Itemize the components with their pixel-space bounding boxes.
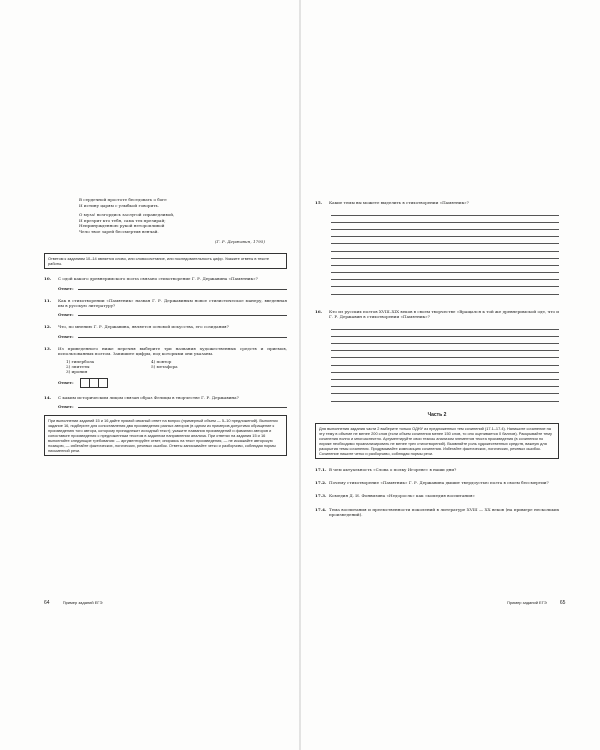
writing-line[interactable] xyxy=(331,330,559,337)
writing-line[interactable] xyxy=(331,380,559,387)
option-item: 1) гипербола xyxy=(66,358,95,364)
poem-line: И истину царям с улыбкой говорить. xyxy=(79,202,159,208)
task-text: Кто из русских поэтов XVIII–XIX веков в своем творчестве «Вращался к той же древнеримской оде, что и Г. Р. Державин в стихотворении «Памятник»? xyxy=(329,308,559,320)
left-page xyxy=(44,197,287,456)
poem-line: Чело твое зарей бессмертия венчай. xyxy=(79,228,159,234)
answer-11[interactable] xyxy=(58,311,287,317)
poem-excerpt xyxy=(79,197,287,244)
writing-line[interactable] xyxy=(331,373,559,380)
writing-line[interactable] xyxy=(331,287,559,294)
tasks-15-16-instructions: При выполнении заданий 15 и 16 дайте прямой связный ответ на вопрос (примерный объем — 5–10 предложений). Выполняя задание 16, подберите для сопоставления два произведения разных авторов (в одном из примеров допустимо обращение к произведению того автора, которому принадлежит исходный текст); укажите названия произведений и фамилии авторов и сопоставьте произведения с предложенным текстом в заданном направлении анализа. При ответах на задания 15 и 16 выполняйте следующие требования: — аргументируйте ответ, опираясь на текст произведения, — не искажайте авторскую позицию, — избегайте фактических, логических, речевых ошибок. Ответы записывайте четко и разборчиво, соблюдая нормы письменной речи. xyxy=(44,415,287,456)
answer-label: Ответ: xyxy=(58,333,74,339)
answer-line[interactable] xyxy=(78,311,287,316)
task-text: С одой какого древнеримского поэта связано стихотворение Г. Р. Державина «Памятник»? xyxy=(58,276,258,282)
subtask-text: Почему стихотворение «Памятник» Г. Р. Державина дышит твердоустью поэта в своем бессмертии? xyxy=(329,479,549,485)
subtask-text: В чем актуальность «Слова о полку Игореве» в наши дни? xyxy=(329,466,457,472)
answer-cell[interactable] xyxy=(90,378,99,388)
option-item: 5) метафора xyxy=(151,364,178,369)
task-number: 14. xyxy=(44,394,52,400)
writing-line[interactable] xyxy=(331,387,559,394)
writing-line[interactable] xyxy=(331,344,559,351)
answer-line[interactable] xyxy=(78,403,287,408)
task-number: 15. xyxy=(315,200,323,205)
left-page-footer xyxy=(44,600,102,606)
running-head: Пример заданий ЕГЭ xyxy=(62,600,103,605)
answer-13 xyxy=(58,378,287,388)
writing-line[interactable] xyxy=(331,266,559,273)
poem-line: И презрит кто тебя, сама тех презирай; xyxy=(79,217,166,223)
answer-line[interactable] xyxy=(78,333,287,338)
writing-line[interactable] xyxy=(331,358,559,365)
answer-10[interactable] xyxy=(58,285,287,291)
task-number: 16. xyxy=(315,308,323,314)
writing-line[interactable] xyxy=(331,237,559,244)
answer-lines-16[interactable] xyxy=(331,322,559,401)
task-number: 10. xyxy=(44,276,52,282)
subtask-number: 17.4. xyxy=(315,506,327,512)
writing-line[interactable] xyxy=(331,252,559,259)
writing-line[interactable] xyxy=(331,259,559,266)
writing-line[interactable] xyxy=(331,230,559,237)
tasks-10-14-instructions: Ответом к заданиям 10–14 является слово, или словосочетание, или последовательность цифр. Укажите ответы в тексте работы. xyxy=(44,253,287,269)
poem-signature: (Г. Р. Державин, 1795) xyxy=(214,238,265,244)
task-text: С каким историческим лицом связан образ Фелицы в творчестве Г. Р. Державина? xyxy=(58,394,239,400)
writing-line[interactable] xyxy=(331,351,559,358)
answer-cell[interactable] xyxy=(80,378,90,388)
answer-lines-15[interactable] xyxy=(331,208,559,294)
answer-label: Ответ: xyxy=(58,404,74,410)
poem-stanza-2 xyxy=(79,212,287,234)
poem-line: Непринужденною рукой неторопливой xyxy=(79,223,165,229)
answer-14[interactable] xyxy=(58,403,287,409)
subtask-number: 17.2. xyxy=(315,479,327,485)
answer-label: Ответ: xyxy=(58,312,74,318)
writing-line[interactable] xyxy=(331,280,559,287)
task-number: 11. xyxy=(44,297,52,303)
task-text: Как в стихотворении «Памятник» назван Г. Р. Державиным новое стилистическое манеру, введенная им в русскую литературу? xyxy=(58,297,287,308)
writing-line[interactable] xyxy=(331,337,559,344)
answer-label: Ответ: xyxy=(58,285,74,291)
option-item: 3) ирония xyxy=(66,369,88,375)
poem-stanza-1 xyxy=(79,197,287,208)
task-text: Что, по мнению Г. Р. Державина, является основой искусства, его созидания? xyxy=(58,324,229,330)
writing-line[interactable] xyxy=(331,223,559,230)
page-number: 65 xyxy=(559,600,566,606)
task-text: Из приведенного ниже перечня выберите три названия художественных средств и приемов, использованных поэтом. Запишите цифры, под которыми они указаны. xyxy=(58,345,287,357)
subtask-17-3 xyxy=(315,493,559,498)
subtask-text: Тема воспитания и преемственности поколений в литературе XVIII — XX веков (на примере нескольких произведений). xyxy=(329,506,559,518)
answer-line[interactable] xyxy=(78,285,287,290)
subtask-text: Комедия Д. И. Фонвизина «Недоросль» как «комедия воспитания» xyxy=(329,493,475,499)
task-15 xyxy=(315,200,559,205)
poem-line: В сердечной простоте беседовать о боге xyxy=(79,197,167,202)
subtask-number: 17.1. xyxy=(315,466,327,472)
task-14 xyxy=(44,395,287,400)
answer-cell[interactable] xyxy=(99,378,108,388)
page-number: 64 xyxy=(44,600,50,606)
subtask-17-1 xyxy=(315,467,559,472)
running-head: Пример заданий ЕГЭ xyxy=(507,600,547,605)
writing-line[interactable] xyxy=(331,322,559,329)
task-number: 13. xyxy=(44,345,52,351)
poem-line: О муза! возгордись заслугой справедливой, xyxy=(79,212,175,218)
task-number: 12. xyxy=(44,324,52,330)
option-item: 2) эпитеты xyxy=(66,364,90,369)
writing-line[interactable] xyxy=(331,366,559,373)
task-13-options xyxy=(66,359,236,375)
task-12 xyxy=(44,324,287,329)
subtask-17-4 xyxy=(315,507,559,518)
right-page xyxy=(315,200,559,518)
book-gutter xyxy=(299,0,301,750)
task-16 xyxy=(315,309,559,320)
answer-12[interactable] xyxy=(58,333,287,339)
answer-label: Ответ: xyxy=(58,380,74,386)
option-item: 4) повтор xyxy=(151,358,172,364)
task-13 xyxy=(44,346,287,357)
task-text: Какие темы вы можете выделить в стихотворении «Памятник»? xyxy=(329,200,469,205)
writing-line[interactable] xyxy=(331,244,559,251)
part-2-title: Часть 2 xyxy=(427,411,447,418)
task-11 xyxy=(44,298,287,309)
writing-line[interactable] xyxy=(331,216,559,223)
writing-line[interactable] xyxy=(331,208,559,215)
subtask-17-2 xyxy=(315,480,559,485)
writing-line[interactable] xyxy=(331,394,559,401)
part-2-instructions: Для выполнения задания части 2 выберите только ОДНУ из предложенных тем сочинений (17.1–17.4). Напишите сочинение на эту тему в объеме не менее 200 слов (если объем сочинения менее 150 слов, то оно оценивается 0 баллов). Раскрывайте тему сочинения полно и многоаспектно. Аргументируйте свои тезисы анализом элементов текста произведения (в сочинении по лирике необходимо проанализировать не менее трех стихотворений). Выявляйте роль художественных средств, важную для раскрытия темы сочинения. Продумывайте композицию сочинения. Избегайте фактических, логических, речевых ошибок. Сочинение пишите четко и разборчиво, соблюдая нормы речи. xyxy=(315,423,559,459)
task-10 xyxy=(44,276,287,281)
writing-line[interactable] xyxy=(331,273,559,280)
right-page-footer xyxy=(507,600,565,606)
subtask-number: 17.3. xyxy=(315,493,327,499)
